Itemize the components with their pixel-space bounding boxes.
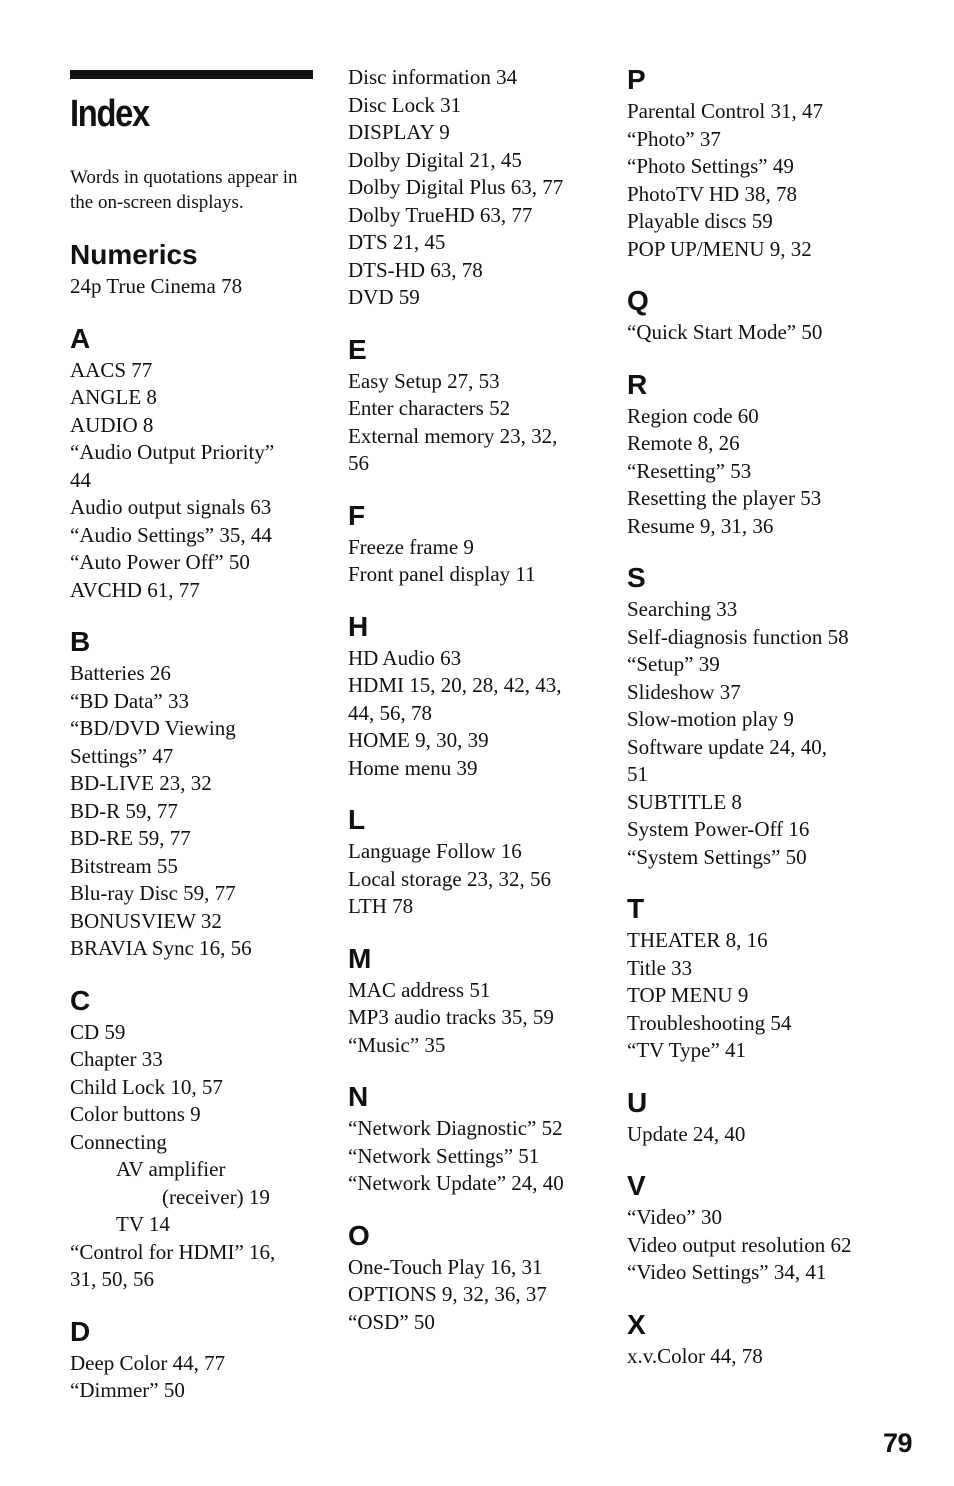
- index-entry: DVD 59: [348, 285, 420, 309]
- index-entry: Video output resolution 62: [627, 1232, 852, 1257]
- section-heading: N: [348, 1081, 369, 1112]
- index-column-2: [348, 64, 608, 1358]
- index-entry: BD-RE 59, 77: [70, 826, 191, 850]
- index-entry: Dolby TrueHD 63, 77: [348, 202, 533, 227]
- index-entry: “System Settings” 50: [627, 844, 807, 869]
- index-entry: HDMI 15, 20, 28, 42, 43,: [348, 673, 562, 697]
- index-entry: “Audio Settings” 35, 44: [70, 522, 272, 547]
- page-number: 79: [882, 1428, 912, 1458]
- index-entry: “Photo” 37: [627, 126, 721, 151]
- index-section: [348, 943, 608, 1060]
- index-entry: “Auto Power Off” 50: [70, 550, 250, 574]
- section-heading: D: [70, 1315, 91, 1347]
- index-entry: Dolby Digital 21, 45: [348, 147, 522, 172]
- index-entry: Resume 9, 31, 36: [627, 513, 774, 538]
- index-entry: DTS-HD 63, 78: [348, 257, 483, 282]
- index-entry: BD-LIVE 23, 32: [70, 771, 212, 795]
- index-entry: “Network Update” 24, 40: [348, 1171, 564, 1195]
- index-entry: Dolby Digital Plus 63, 77: [348, 175, 564, 199]
- index-entry: Blu-ray Disc 59, 77: [70, 881, 236, 905]
- index-entry: Region code 60: [627, 403, 759, 428]
- section-heading: L: [348, 804, 366, 835]
- index-section: [627, 1087, 927, 1149]
- index-section: [348, 1081, 608, 1198]
- index-entry: 44, 56, 78: [348, 700, 432, 725]
- index-entry: Freeze frame 9: [348, 534, 474, 559]
- section-heading: P: [627, 64, 646, 95]
- index-entry: LTH 78: [348, 894, 414, 918]
- index-entry: Connecting: [70, 1129, 167, 1154]
- index-entry: x.v.Color 44, 78: [627, 1343, 763, 1368]
- index-entry: Self-diagnosis function 58: [627, 624, 849, 649]
- index-entry: “Network Settings” 51: [348, 1143, 540, 1168]
- index-section: [627, 285, 927, 347]
- index-entry: “Resetting” 53: [627, 458, 752, 483]
- index-entry: “Quick Start Mode” 50: [627, 320, 823, 344]
- index-entry: “Video Settings” 34, 41: [627, 1260, 827, 1284]
- index-entry: “BD/DVD Viewing: [70, 716, 236, 740]
- index-section: [627, 1170, 927, 1287]
- index-entry: 56: [348, 451, 369, 475]
- index-section: [627, 562, 927, 871]
- index-entry: “OSD” 50: [348, 1309, 435, 1334]
- index-section: [70, 239, 320, 301]
- index-entry: AACS 77: [70, 357, 153, 382]
- index-entry: TOP MENU 9: [627, 983, 749, 1007]
- index-section: [627, 64, 927, 263]
- section-heading: H: [348, 610, 369, 642]
- index-entry: Enter characters 52: [348, 396, 511, 420]
- index-entry: ANGLE 8: [70, 385, 157, 409]
- index-section: [348, 500, 608, 589]
- index-entry: “Photo Settings” 49: [627, 154, 794, 178]
- index-entry: Audio output signals 63: [70, 495, 272, 519]
- section-heading: Q: [627, 285, 649, 316]
- section-heading: F: [348, 499, 366, 531]
- index-entry: Home menu 39: [348, 755, 478, 780]
- index-entry: “TV Type” 41: [627, 1038, 747, 1062]
- index-entry: AVCHD 61, 77: [70, 577, 200, 602]
- index-section: [70, 323, 320, 605]
- index-entry: PhotoTV HD 38, 78: [627, 181, 797, 206]
- index-entry: Front panel display 11: [348, 562, 536, 586]
- section-heading: A: [70, 322, 91, 354]
- index-entry: Child Lock 10, 57: [70, 1074, 223, 1099]
- index-entry: “Setup” 39: [627, 652, 720, 676]
- index-entry: “BD Data” 33: [70, 688, 189, 713]
- index-section: [70, 985, 320, 1294]
- index-entry: Disc information 34: [348, 65, 518, 89]
- index-entry: “Network Diagnostic” 52: [348, 1116, 563, 1140]
- index-entry: Playable discs 59: [627, 209, 773, 233]
- section-heading: C: [70, 984, 91, 1016]
- index-entry: SUBTITLE 8: [627, 789, 742, 814]
- index-entry: CD 59: [70, 1019, 126, 1044]
- index-entry: Easy Setup 27, 53: [348, 368, 500, 393]
- index-entry: BRAVIA Sync 16, 56: [70, 936, 252, 960]
- index-section: [627, 369, 927, 541]
- section-heading: R: [627, 368, 648, 400]
- index-section: [348, 64, 608, 312]
- index-section: [348, 804, 608, 921]
- index-entry: Language Follow 16: [348, 839, 522, 863]
- section-heading: U: [627, 1086, 648, 1118]
- index-entry: AUDIO 8: [70, 412, 154, 437]
- index-entry: BD-R 59, 77: [70, 798, 178, 823]
- index-entry: Slow-motion play 9: [627, 707, 794, 731]
- section-heading: O: [348, 1219, 370, 1251]
- index-entry: “Video” 30: [627, 1205, 722, 1229]
- index-entry: Batteries 26: [70, 661, 171, 685]
- index-entry: Color buttons 9: [70, 1102, 201, 1126]
- index-entry: System Power-Off 16: [627, 817, 810, 841]
- page-title: Index: [70, 93, 149, 135]
- index-entry: “Audio Output Priority”: [70, 440, 275, 464]
- index-column-3: [627, 64, 927, 1392]
- index-entry: Local storage 23, 32, 56: [348, 866, 551, 891]
- index-column-1: [70, 64, 320, 1427]
- index-entry: MP3 audio tracks 35, 59: [348, 1005, 554, 1029]
- index-entry: DISPLAY 9: [348, 120, 450, 144]
- index-section: [627, 893, 927, 1065]
- section-heading: B: [70, 626, 91, 657]
- index-section: [348, 1220, 608, 1337]
- index-entry: Bitstream 55: [70, 853, 178, 878]
- index-entry: Update 24, 40: [627, 1121, 746, 1146]
- index-entry: Remote 8, 26: [627, 431, 740, 455]
- index-entry: “Dimmer” 50: [70, 1378, 185, 1402]
- index-entry: Title 33: [627, 955, 693, 980]
- index-entry: 24p True Cinema 78: [70, 274, 243, 298]
- index-entry: DTS 21, 45: [348, 230, 446, 254]
- index-entry: AV amplifier: [116, 1157, 226, 1181]
- section-heading: T: [627, 893, 645, 924]
- index-entry: Parental Control 31, 47: [627, 99, 823, 123]
- index-entry: Chapter 33: [70, 1047, 163, 1071]
- index-entry: Software update 24, 40,: [627, 734, 828, 759]
- index-entry: BONUSVIEW 32: [70, 908, 222, 933]
- intro-text: Words in quotations appear in the on-screen displays.: [70, 167, 298, 213]
- section-heading: S: [627, 562, 646, 593]
- index-section: [70, 1316, 320, 1405]
- index-entry: OPTIONS 9, 32, 36, 37: [348, 1282, 547, 1306]
- title-rule: [70, 70, 313, 79]
- index-entry: “Music” 35: [348, 1032, 446, 1057]
- index-entry: TV 14: [116, 1212, 170, 1236]
- index-entry: 44: [70, 467, 91, 492]
- index-entry: POP UP/MENU 9, 32: [627, 236, 812, 261]
- index-entry: External memory 23, 32,: [348, 423, 558, 448]
- index-entry: Disc Lock 31: [348, 92, 462, 117]
- index-entry: HD Audio 63: [348, 645, 462, 670]
- index-entry: One-Touch Play 16, 31: [348, 1254, 543, 1279]
- index-entry: Resetting the player 53: [627, 486, 822, 510]
- index-entry: Troubleshooting 54: [627, 1010, 792, 1035]
- index-entry: “Control for HDMI” 16,: [70, 1239, 276, 1264]
- index-entry: HOME 9, 30, 39: [348, 728, 489, 752]
- index-section: [70, 626, 320, 963]
- section-heading: E: [348, 333, 367, 365]
- section-heading: Numerics: [70, 239, 198, 270]
- index-section: [627, 1309, 927, 1371]
- section-heading: M: [348, 942, 372, 974]
- index-entry: Settings” 47: [70, 743, 174, 768]
- index-entry: 51: [627, 762, 648, 786]
- index-entry: (receiver) 19: [162, 1184, 270, 1209]
- index-entry: MAC address 51: [348, 977, 491, 1002]
- index-entry: 31, 50, 56: [70, 1267, 154, 1291]
- section-heading: V: [627, 1170, 646, 1201]
- index-section: [348, 334, 608, 478]
- index-entry: THEATER 8, 16: [627, 928, 768, 952]
- index-entry: Searching 33: [627, 597, 738, 621]
- section-heading: X: [627, 1308, 646, 1340]
- index-section: [348, 611, 608, 783]
- index-entry: Deep Color 44, 77: [70, 1350, 226, 1375]
- index-entry: Slideshow 37: [627, 679, 741, 704]
